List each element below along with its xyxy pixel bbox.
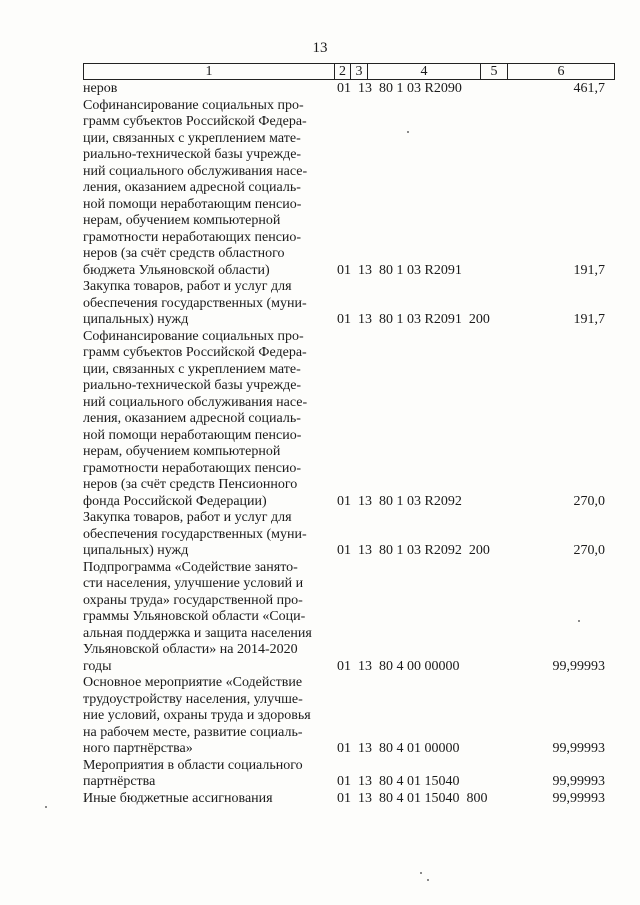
row-codes: 01 13 80 1 03 R2091 200 bbox=[337, 312, 490, 327]
row-codes: 01 13 80 1 03 R2092 200 bbox=[337, 543, 490, 558]
description-line: охраны труда» государственной про- bbox=[83, 592, 303, 608]
description-line: ние условий, охраны труда и здоровья bbox=[83, 708, 311, 723]
page-number: 13 bbox=[312, 40, 328, 56]
description-line: неров (за счёт средств Пенсионного bbox=[83, 477, 298, 492]
description-line: грамотности неработающих пенсио- bbox=[83, 460, 302, 476]
row-description bbox=[83, 329, 333, 511]
table-row bbox=[83, 81, 615, 98]
description-line: Софинансирование социальных про- bbox=[83, 328, 304, 344]
scan-speck bbox=[578, 620, 580, 622]
description-line: грамм субъектов Российской Федера- bbox=[83, 345, 307, 360]
row-codes: 01 13 80 4 01 00000 bbox=[337, 741, 460, 756]
description-line: Софинансирование социальных про- bbox=[83, 97, 304, 113]
description-line: Ульяновской области» на 2014-2020 bbox=[83, 642, 298, 657]
description-line: обеспечения государственных (муни- bbox=[83, 295, 307, 311]
description-line: риально-технической базы учрежде- bbox=[83, 147, 302, 162]
row-amount: 270,0 bbox=[573, 543, 605, 558]
description-line: ципальных) нужд bbox=[83, 312, 189, 327]
table-row bbox=[83, 279, 615, 329]
row-codes: 01 13 80 1 03 R2092 bbox=[337, 493, 462, 509]
description-line: ного партнёрства» bbox=[83, 741, 193, 756]
description-line: грамотности неработающих пенсио- bbox=[83, 229, 302, 245]
description-line: ции, связанных с укреплением мате- bbox=[83, 361, 301, 377]
row-codes: 01 13 80 4 01 15040 800 bbox=[337, 790, 488, 806]
description-line: неров bbox=[83, 81, 118, 96]
row-description bbox=[83, 98, 333, 280]
row-amount: 191,7 bbox=[573, 312, 605, 327]
row-description bbox=[83, 675, 333, 758]
row-codes: 01 13 80 4 00 00000 bbox=[337, 658, 460, 674]
description-line: Основное мероприятие «Содействие bbox=[83, 675, 303, 690]
column-header-3: 3 bbox=[351, 64, 368, 79]
table-row bbox=[83, 675, 615, 758]
description-line: нерам, обучением компьютерной bbox=[83, 444, 281, 459]
row-description bbox=[83, 758, 333, 791]
table-row bbox=[83, 560, 615, 676]
column-header-2: 2 bbox=[335, 64, 351, 79]
description-line: Закупка товаров, работ и услуг для bbox=[83, 279, 292, 294]
row-codes: 01 13 80 1 03 R2091 bbox=[337, 262, 462, 278]
description-line: ной помощи неработающим пенсио- bbox=[83, 427, 302, 443]
description-line: трудоустройству населения, улучше- bbox=[83, 691, 303, 707]
row-description bbox=[83, 279, 333, 329]
description-line: риально-технической базы учрежде- bbox=[83, 378, 302, 393]
description-line: граммы Ульяновской области «Соци- bbox=[83, 609, 306, 624]
table-row bbox=[83, 98, 615, 280]
table-header bbox=[83, 63, 615, 80]
description-line: обеспечения государственных (муни- bbox=[83, 526, 307, 542]
scan-speck bbox=[407, 131, 409, 133]
description-line: нерам, обучением компьютерной bbox=[83, 213, 281, 228]
row-amount: 99,99993 bbox=[552, 658, 605, 674]
description-line: ления, оказанием адресной социаль- bbox=[83, 411, 301, 426]
column-header-4: 4 bbox=[368, 64, 481, 79]
column-header-6: 6 bbox=[557, 64, 565, 79]
description-line: Подпрограмма «Содействие занято- bbox=[83, 559, 298, 575]
description-line: годы bbox=[83, 658, 112, 674]
row-amount: 99,99993 bbox=[552, 741, 605, 756]
description-line: ципальных) нужд bbox=[83, 543, 189, 558]
row-amount: 270,0 bbox=[573, 493, 605, 509]
description-line: ции, связанных с укреплением мате- bbox=[83, 130, 301, 146]
row-description bbox=[83, 791, 333, 808]
row-codes: 01 13 80 1 03 R2090 bbox=[337, 81, 462, 96]
description-line: партнёрства bbox=[83, 774, 156, 789]
table-row bbox=[83, 329, 615, 511]
description-line: ний социального обслуживания насе- bbox=[83, 163, 308, 179]
description-line: грамм субъектов Российской Федера- bbox=[83, 114, 307, 129]
row-description bbox=[83, 560, 333, 676]
description-line: Закупка товаров, работ и услуг для bbox=[83, 510, 292, 525]
description-line: ления, оказанием адресной социаль- bbox=[83, 180, 301, 195]
description-line: на рабочем месте, развитие социаль- bbox=[83, 724, 303, 740]
scan-speck bbox=[45, 806, 47, 808]
description-line: ний социального обслуживания насе- bbox=[83, 394, 308, 410]
description-line: бюджета Ульяновской области) bbox=[83, 262, 270, 278]
row-codes: 01 13 80 4 01 15040 bbox=[337, 774, 460, 789]
column-header-1: 1 bbox=[84, 64, 335, 79]
row-amount: 99,99993 bbox=[552, 774, 605, 789]
row-description bbox=[83, 81, 333, 98]
description-line: ной помощи неработающим пенсио- bbox=[83, 196, 302, 212]
table-body bbox=[83, 81, 615, 807]
row-amount: 461,7 bbox=[573, 81, 605, 96]
row-description bbox=[83, 510, 333, 560]
description-line: Мероприятия в области социального bbox=[83, 757, 303, 773]
row-amount: 99,99993 bbox=[552, 790, 605, 806]
row-amount: 191,7 bbox=[573, 262, 605, 278]
table-row bbox=[83, 758, 615, 791]
description-line: фонда Российской Федерации) bbox=[83, 493, 267, 509]
description-line: Иные бюджетные ассигнования bbox=[83, 790, 273, 806]
column-header-5: 5 bbox=[481, 64, 508, 79]
table-row bbox=[83, 791, 615, 808]
description-line: неров (за счёт средств областного bbox=[83, 246, 285, 261]
scan-speck bbox=[420, 872, 422, 874]
table-row bbox=[83, 510, 615, 560]
description-line: альная поддержка и защита населения bbox=[83, 625, 312, 641]
description-line: сти населения, улучшение условий и bbox=[83, 576, 304, 591]
scan-speck bbox=[427, 879, 429, 881]
